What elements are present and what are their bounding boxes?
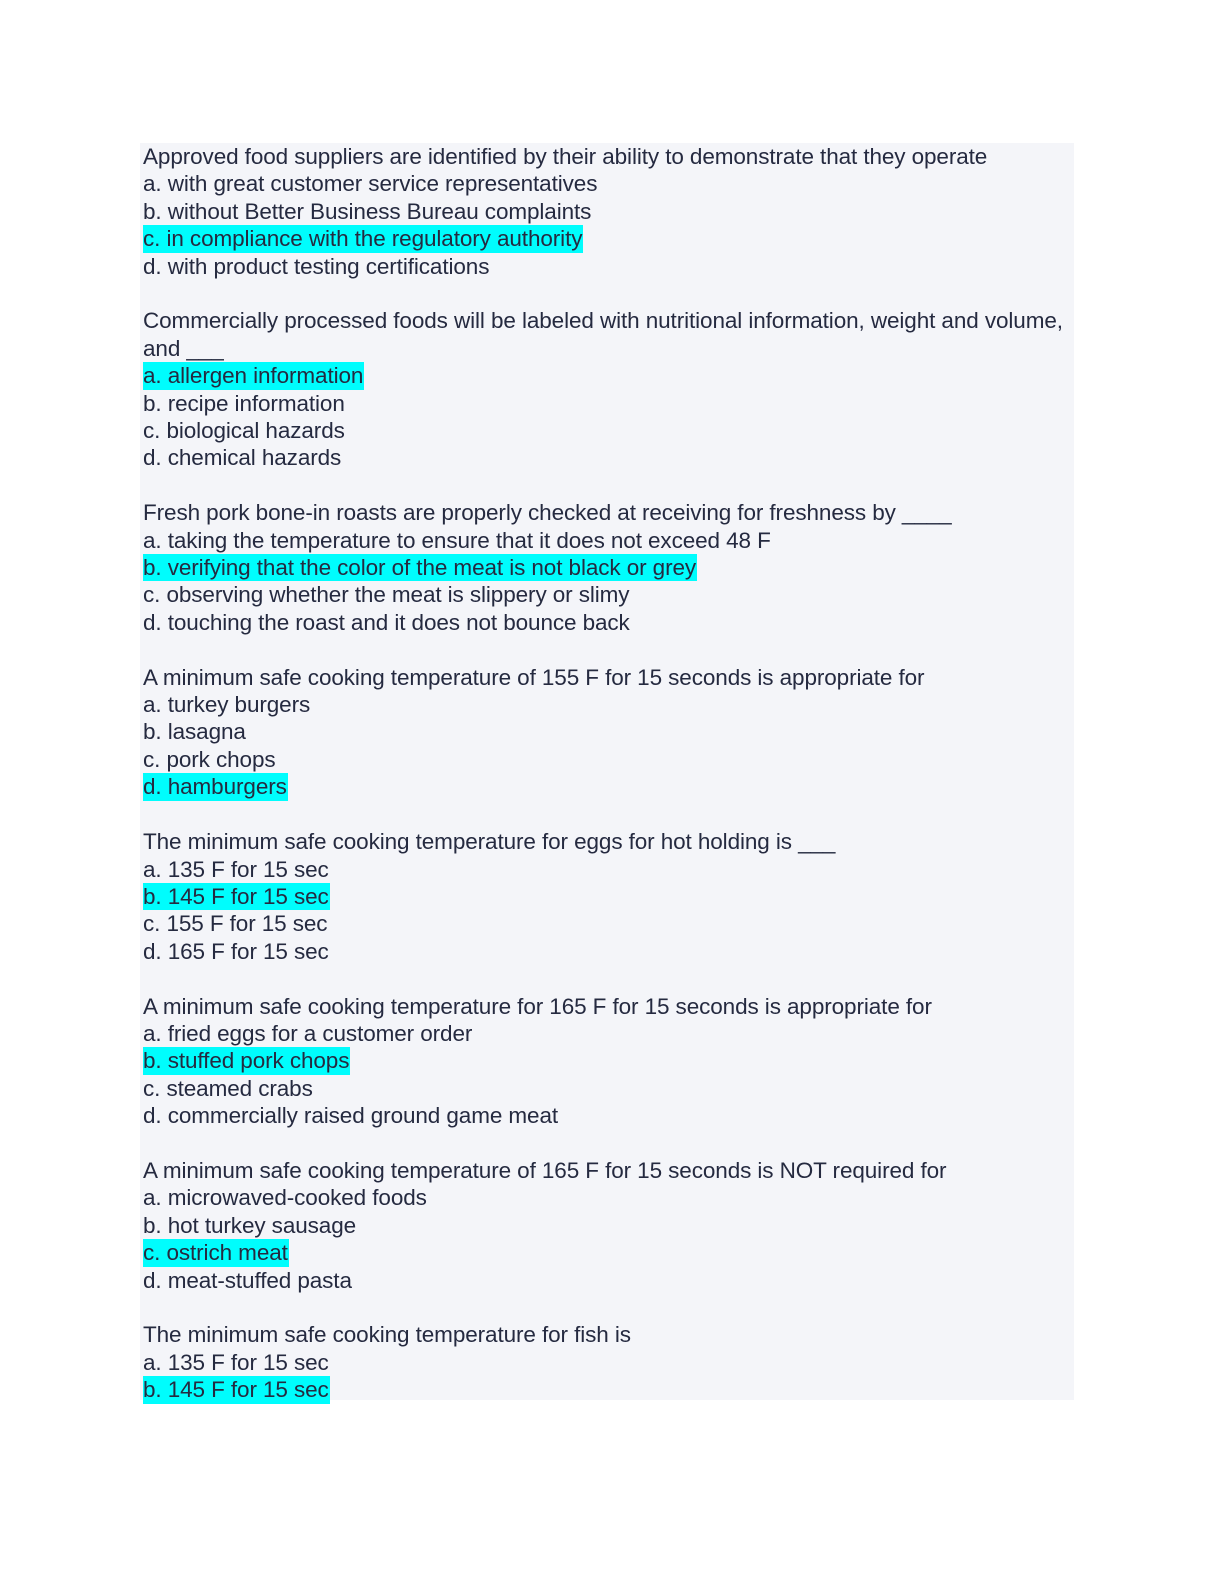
answer-option: a. 135 F for 15 sec [143, 1349, 329, 1375]
question-7 [143, 1157, 1071, 1294]
question-list [143, 143, 1071, 1431]
answer-option: b. hot turkey sausage [143, 1212, 357, 1238]
answer-option-highlighted: b. verifying that the color of the meat is not black or grey [143, 555, 697, 581]
answer-option: a. fried eggs for a customer order [143, 1020, 473, 1046]
question-prompt: The minimum safe cooking temperature for fish is [143, 1322, 631, 1348]
answer-option: d. 165 F for 15 sec [143, 938, 329, 964]
question-1 [143, 143, 1071, 280]
answer-option: d. with product testing certifications [143, 253, 490, 279]
answer-option: b. without Better Business Bureau complaints [143, 198, 592, 224]
answer-option-highlighted: c. ostrich meat [143, 1240, 288, 1266]
answer-option: d. chemical hazards [143, 445, 342, 471]
question-6 [143, 993, 1071, 1130]
question-8 [143, 1321, 1071, 1403]
answer-option: a. microwaved-cooked foods [143, 1185, 427, 1211]
answer-option-highlighted: b. 145 F for 15 sec [143, 1377, 329, 1403]
question-prompt: Approved food suppliers are identified by their ability to demonstrate that they operate [143, 144, 988, 169]
answer-option: c. 155 F for 15 sec [143, 911, 328, 937]
answer-option: d. meat-stuffed pasta [143, 1267, 352, 1293]
answer-option-highlighted: b. stuffed pork chops [143, 1048, 350, 1074]
answer-option-highlighted: b. 145 F for 15 sec [143, 883, 329, 909]
answer-option: a. with great customer service representatives [143, 171, 598, 197]
question-5 [143, 828, 1071, 965]
question-prompt: A minimum safe cooking temperature of 165 F for 15 seconds is NOT required for [143, 1157, 947, 1183]
question-prompt: Commercially processed foods will be labeled with nutritional information, weight and volume, and ___ [143, 308, 1070, 361]
answer-option: b. recipe information [143, 390, 345, 416]
answer-option: d. commercially raised ground game meat [143, 1103, 559, 1129]
answer-option-highlighted: a. allergen information [143, 363, 364, 389]
answer-option-highlighted: d. hamburgers [143, 774, 287, 800]
question-4 [143, 664, 1071, 801]
answer-option-highlighted: c. in compliance with the regulatory authority [143, 226, 583, 252]
answer-option: c. pork chops [143, 746, 276, 772]
answer-option: c. biological hazards [143, 418, 345, 444]
answer-option: a. turkey burgers [143, 692, 311, 718]
answer-option: c. observing whether the meat is slippery or slimy [143, 582, 630, 608]
question-prompt: A minimum safe cooking temperature for 165 F for 15 seconds is appropriate for [143, 993, 932, 1019]
question-prompt: Fresh pork bone-in roasts are properly checked at receiving for freshness by ____ [143, 500, 952, 526]
answer-option: d. touching the roast and it does not bounce back [143, 609, 630, 635]
answer-option: a. taking the temperature to ensure that it does not exceed 48 F [143, 527, 771, 553]
question-3 [143, 499, 1071, 636]
answer-option: c. steamed crabs [143, 1075, 313, 1101]
question-prompt: The minimum safe cooking temperature for eggs for hot holding is ___ [143, 829, 836, 855]
answer-option: a. 135 F for 15 sec [143, 856, 329, 882]
question-2 [143, 307, 1071, 471]
question-prompt: A minimum safe cooking temperature of 155 F for 15 seconds is appropriate for [143, 664, 925, 690]
answer-option: b. lasagna [143, 719, 246, 745]
